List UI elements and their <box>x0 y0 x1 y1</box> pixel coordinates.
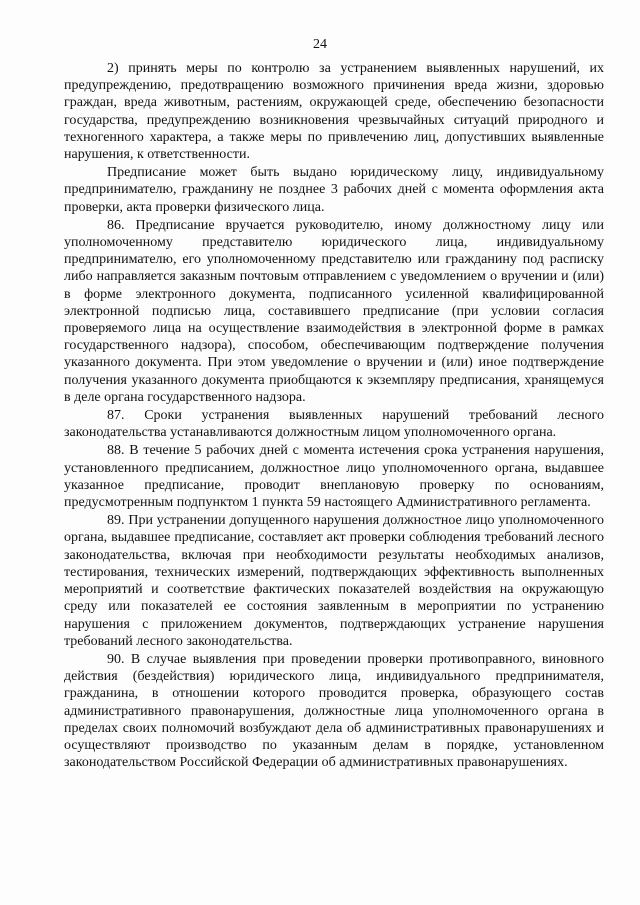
paragraph-90: 90. В случае выявления при проведении проверки противоправного, виновного действия (бездействия) юридического лица, индивидуального предпринимателя, гражданина, в отношении которого проводится проверка, образующего состав административного правонарушения, должностные лица уполномоченного органа в пределах своих полномочий возбуждают дела об административных правонарушениях и осуществляют производство по указанным делам в порядке, установленном законодательством Российской Федерации об административных правонарушениях. <box>64 651 604 771</box>
paragraph-prescription-deadline: Предписание может быть выдано юридическому лицу, индивидуальному предпринимателю, гражданину не позднее 3 рабочих дней с момента оформления акта проверки, акта проверки физического лица. <box>64 165 604 215</box>
paragraph-measures: 2) принять меры по контролю за устранением выявленных нарушений, их предупреждению, предотвращению возможного причинения вреда жизни, здоровью граждан, вреда животным, растениям, окружающей среде, обеспечению безопасности государства, предупреждению возникновения чрезвычайных ситуаций природного и техногенного характера, а также меры по привлечению лиц, допустивших выявленные нарушения, к ответственности. <box>64 61 604 163</box>
paragraph-88: 88. В течение 5 рабочих дней с момента истечения срока устранения нарушения, установленного предписанием, должностное лицо уполномоченного органа, выдавшее указанное предписание, проводит внеплановую проверку по основаниям, предусмотренным подпунктом 1 пункта 59 настоящего Административного регламента. <box>64 443 604 511</box>
paragraph-86: 86. Предписание вручается руководителю, иному должностному лицу или уполномоченному представителю юридического лица, индивидуальному предпринимателю, его уполномоченному представителю или гражданину под расписку либо направляется заказным почтовым отправлением с уведомлением о вручении и (или) в форме электронного документа, подписанного усиленной квалифицированной электронной подписью лица, составившего предписание (при условии согласия проверяемого лица на осуществление взаимодействия в электронной форме в рамках государственного надзора), способом, обеспечивающим подтверждение получения указанного документа. При этом уведомление о вручении и (или) иное подтверждение получения указанного документа приобщаются к экземпляру предписания, хранящемуся в деле органа государственного надзора. <box>64 217 604 405</box>
document-body <box>64 60 604 771</box>
paragraph-89: 89. При устранении допущенного нарушения должностное лицо уполномоченного органа, выдавшее предписание, составляет акт проверки соблюдения требований лесного законодательства, включая при необходимости результаты необходимых анализов, тестирования, технических измерений, подтверждающих эффективность выполненных мероприятий и соответствие фактических показателей воздействия на окружающую среду или показателей ее состояния заявленным в мероприятии по устранению нарушения с приложением документов, подтверждающих устранение нарушения требований лесного законодательства. <box>64 513 604 649</box>
page-number: 24 <box>313 37 327 52</box>
paragraph-87: 87. Сроки устранения выявленных нарушений требований лесного законодательства устанавливаются должностным лицом уполномоченного органа. <box>64 408 604 441</box>
